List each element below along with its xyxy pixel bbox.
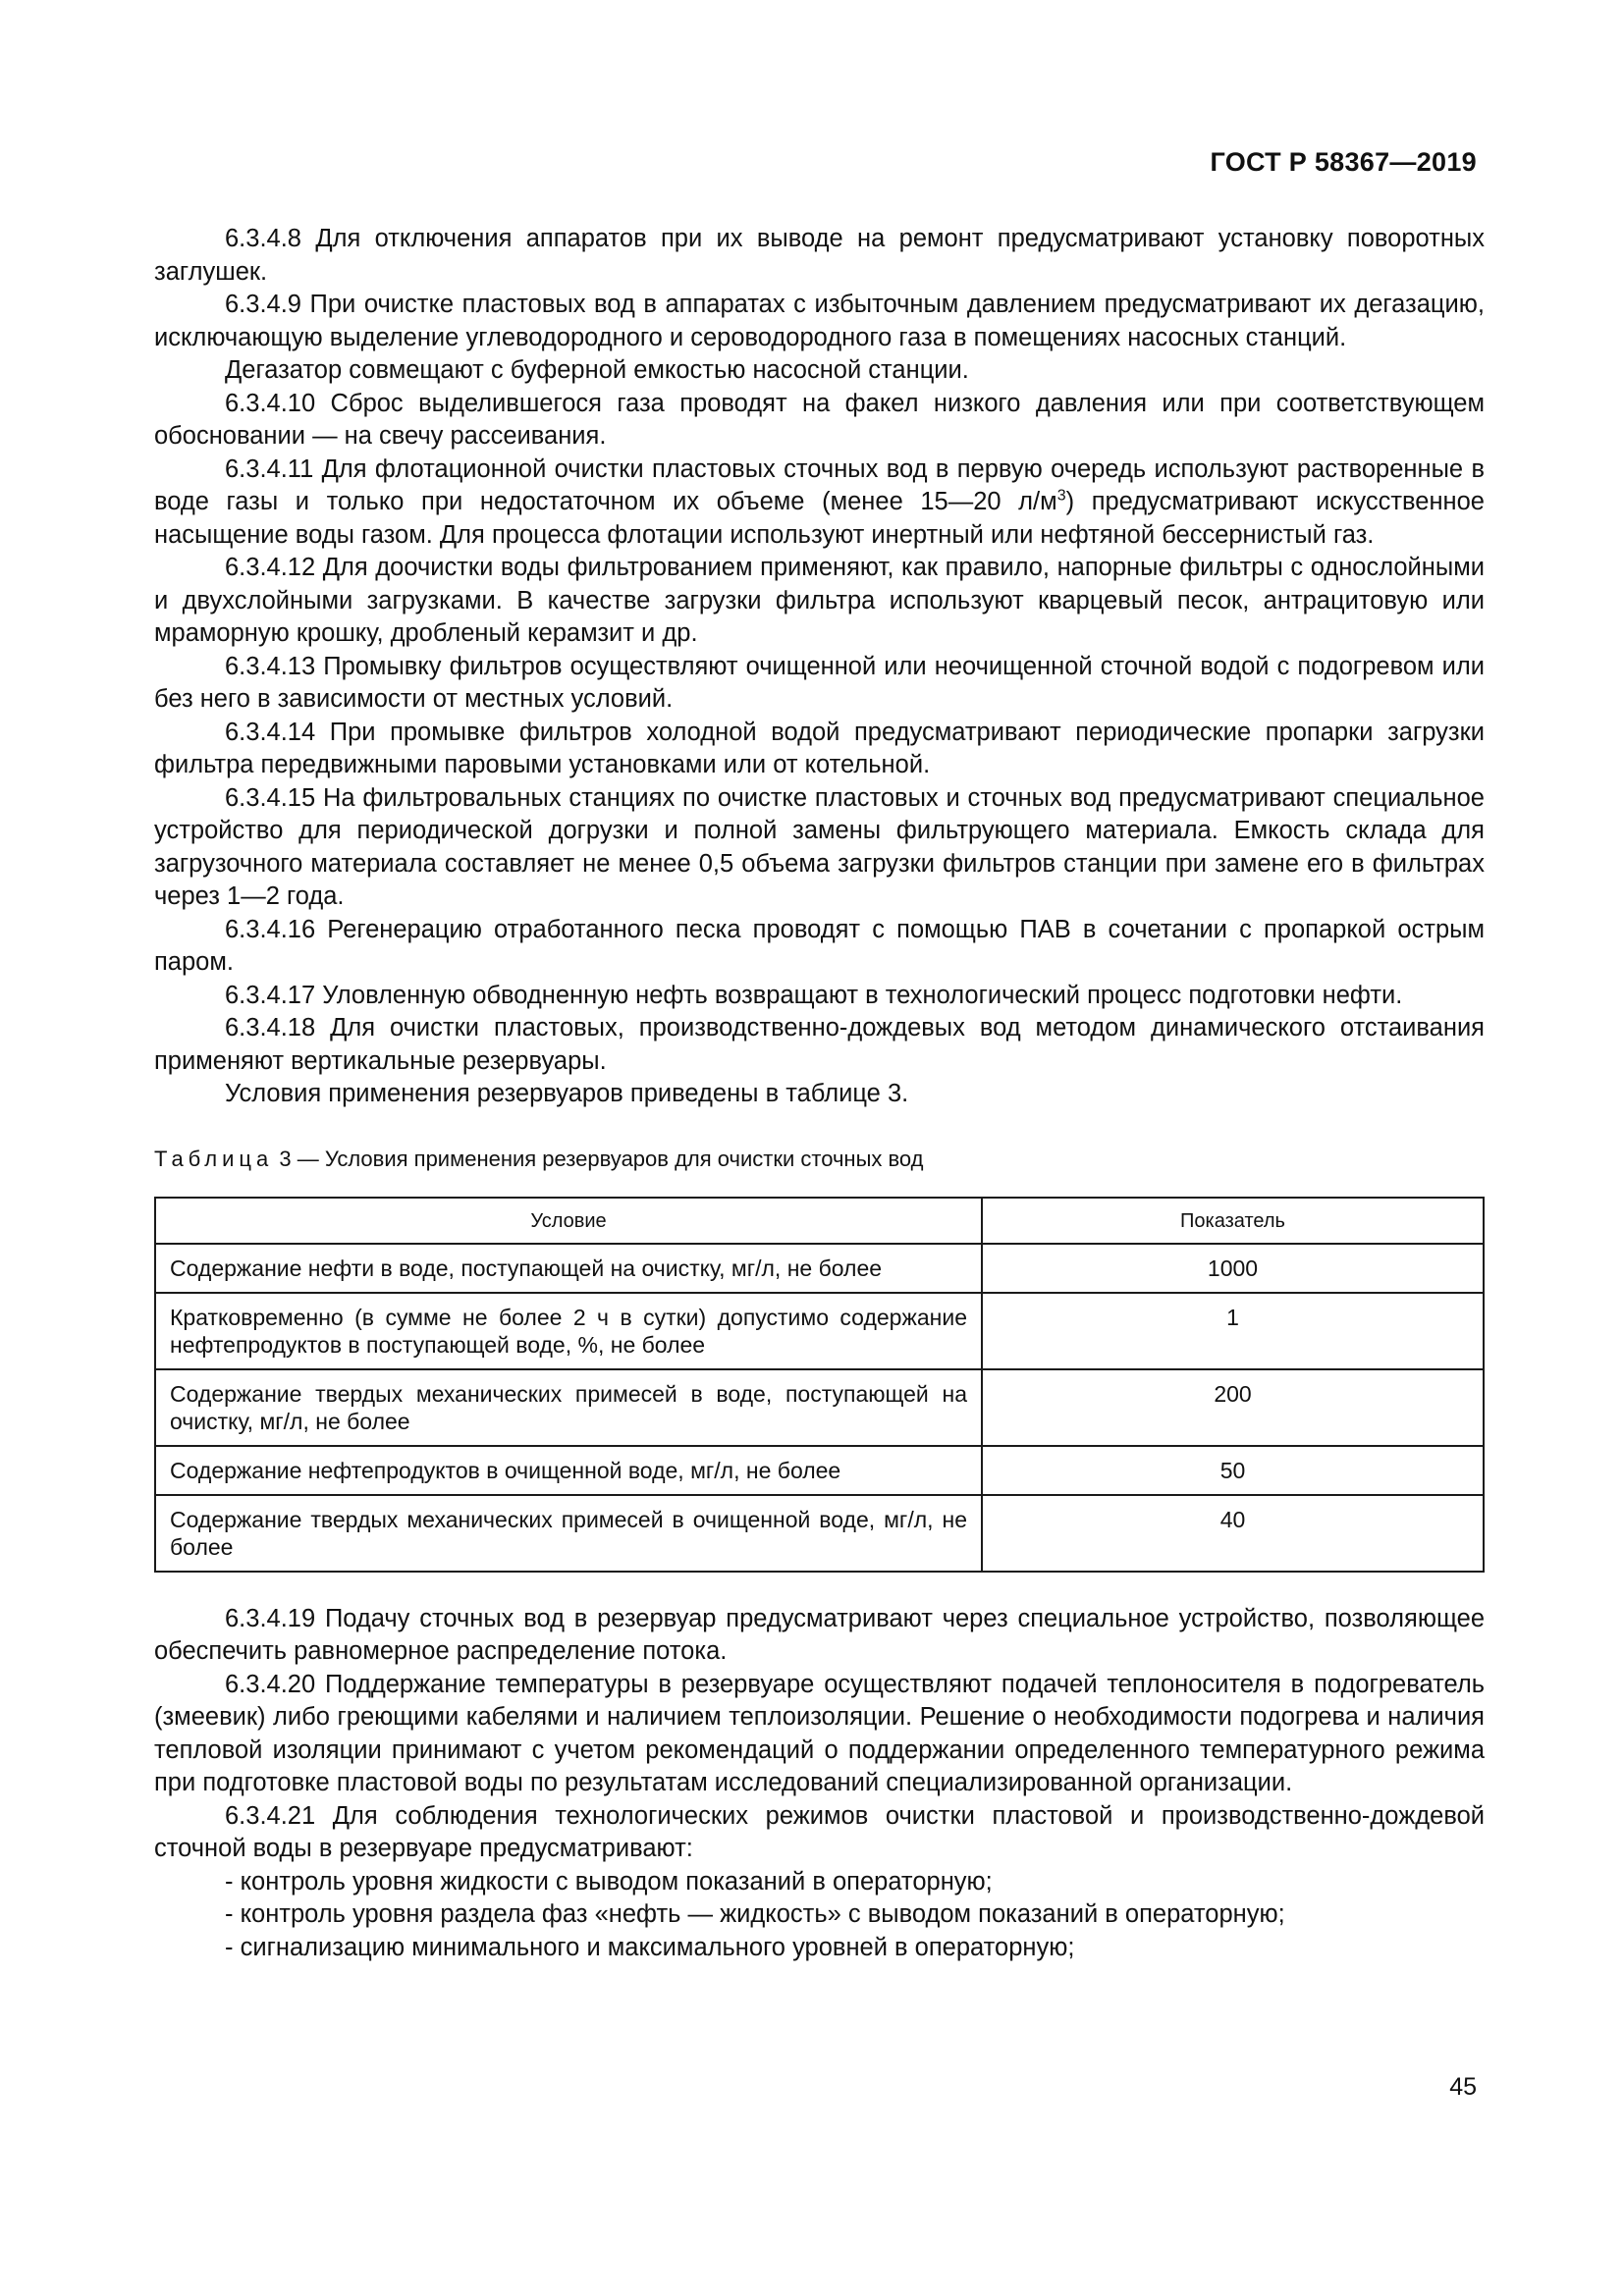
table-row <box>155 1446 1484 1495</box>
paragraph-text: ) предусматривают искусственное насыщение воды газом. Для процесса флотации используют инертный или нефтяной бессернистый газ. <box>154 488 1485 549</box>
table-cell-value: 40 <box>982 1495 1484 1572</box>
text-block-bottom <box>154 1603 1485 1965</box>
table-row <box>155 1369 1484 1446</box>
list-item: - контроль уровня жидкости с выводом показаний в операторную; <box>225 1867 993 1896</box>
paragraph-text: 6.3.4.11 Для флотационной очистки пластовых сточных вод в первую очередь используют растворенные в воде газы и только при недостаточном их объеме (менее 15—20 л/м <box>154 454 1485 515</box>
paragraph: 6.3.4.8 Для отключения аппаратов при их выводе на ремонт предусматривают установку поворотных заглушек. <box>154 225 1485 286</box>
table-cell-condition: Кратковременно (в сумме не более 2 ч в сутки) допустимо содержание нефтепродуктов в поступающей воде, %, не более <box>155 1293 982 1369</box>
table-cell-value: 1 <box>982 1293 1484 1369</box>
page-number: 45 <box>1449 2073 1477 2101</box>
paragraph: 6.3.4.14 При промывке фильтров холодной водой предусматривают периодические пропарки загрузки фильтра передвижными паровыми установками или от котельной. <box>154 718 1485 778</box>
table-caption-word: Таблица <box>154 1146 274 1171</box>
table-row <box>155 1495 1484 1572</box>
paragraph <box>154 454 1485 553</box>
requirements-list <box>154 1866 1485 1965</box>
paragraph: 6.3.4.9 При очистке пластовых вод в аппаратах с избыточным давлением предусматривают их дегазацию, исключающую выделение углеводородного и сероводородного газа в помещениях насосных станций. <box>154 291 1485 351</box>
paragraph: 6.3.4.15 На фильтровальных станциях по очистке пластовых и сточных вод предусматривают специальное устройство для периодической догрузки и полной замены фильтрующего материала. Емкость склада для загрузочного материала составляет не менее 0,5 объема загрузки фильтров станции при замене его в фильтрах через 1—2 года. <box>154 783 1485 910</box>
list-item: - сигнализацию минимального и максимального уровней в операторную; <box>225 1933 1075 1961</box>
table-caption-title: 3 — Условия применения резервуаров для очистки сточных вод <box>273 1146 924 1171</box>
table-cell-condition: Содержание нефти в воде, поступающей на очистку, мг/л, не более <box>155 1244 982 1293</box>
page-content <box>154 223 1485 1964</box>
paragraph: 6.3.4.10 Сброс выделившегося газа проводят на факел низкого давления или при соответствующем обосновании — на свечу рассеивания. <box>154 389 1485 450</box>
table-row <box>155 1293 1484 1369</box>
table-caption <box>154 1145 1485 1174</box>
table-cell-value: 50 <box>982 1446 1484 1495</box>
paragraph: 6.3.4.18 Для очистки пластовых, производственно-дождевых вод методом динамического отстаивания применяют вертикальные резервуары. <box>154 1014 1485 1075</box>
paragraph: 6.3.4.13 Промывку фильтров осуществляют очищенной или неочищенной сточной водой с подогревом или без него в зависимости от местных условий. <box>154 652 1485 713</box>
table-cell-value: 1000 <box>982 1244 1484 1293</box>
document-header: ГОСТ Р 58367—2019 <box>1210 147 1477 177</box>
paragraph: Условия применения резервуаров приведены в таблице 3. <box>225 1080 909 1107</box>
table-cell-condition: Содержание твердых механических примесей в воде, поступающей на очистку, мг/л, не более <box>155 1369 982 1446</box>
paragraph: 6.3.4.17 Уловленную обводненную нефть возвращают в технологический процесс подготовки нефти. <box>225 981 1403 1009</box>
table-cell-condition: Содержание твердых механических примесей в очищенной воде, мг/л, не более <box>155 1495 982 1572</box>
column-header-condition: Условие <box>155 1198 982 1244</box>
paragraph: 6.3.4.20 Поддержание температуры в резервуаре осуществляют подачей теплоносителя в подогреватель (змеевик) либо греющими кабелями и наличием теплоизоляции. Решение о необходимости подогрева и наличия тепловой изоляции принимают с учетом рекомендаций о поддержании определенного температурного режима при подготовке пластовой воды по результатам исследований специализированной организации. <box>154 1670 1485 1796</box>
superscript: 3 <box>1056 487 1066 505</box>
paragraph: 6.3.4.19 Подачу сточных вод в резервуар предусматривают через специальное устройство, позволяющее обеспечить равномерное распределение потока. <box>154 1604 1485 1665</box>
table-cell-condition: Содержание нефтепродуктов в очищенной воде, мг/л, не более <box>155 1446 982 1495</box>
table-header-row <box>155 1198 1484 1244</box>
table-row <box>155 1244 1484 1293</box>
paragraph: 6.3.4.16 Регенерацию отработанного песка проводят с помощью ПАВ в сочетании с пропаркой острым паром. <box>154 915 1485 976</box>
column-header-value: Показатель <box>982 1198 1484 1244</box>
paragraph: 6.3.4.12 Для доочистки воды фильтрованием применяют, как правило, напорные фильтры с однослойными и двухслойными загрузками. В качестве загрузки фильтра используют кварцевый песок, антрацитовую или мраморную крошку, дробленый керамзит и др. <box>154 554 1485 647</box>
paragraph: Дегазатор совмещают с буферной емкостью насосной станции. <box>225 356 969 384</box>
text-block-top <box>154 223 1485 1111</box>
paragraph: 6.3.4.21 Для соблюдения технологических режимов очистки пластовой и производственно-дождевой сточной воды в резервуаре предусматривают: <box>154 1801 1485 1862</box>
table-cell-value: 200 <box>982 1369 1484 1446</box>
conditions-table <box>154 1197 1485 1573</box>
list-item: - контроль уровня раздела фаз «нефть — жидкость» с выводом показаний в операторную; <box>225 1900 1285 1928</box>
